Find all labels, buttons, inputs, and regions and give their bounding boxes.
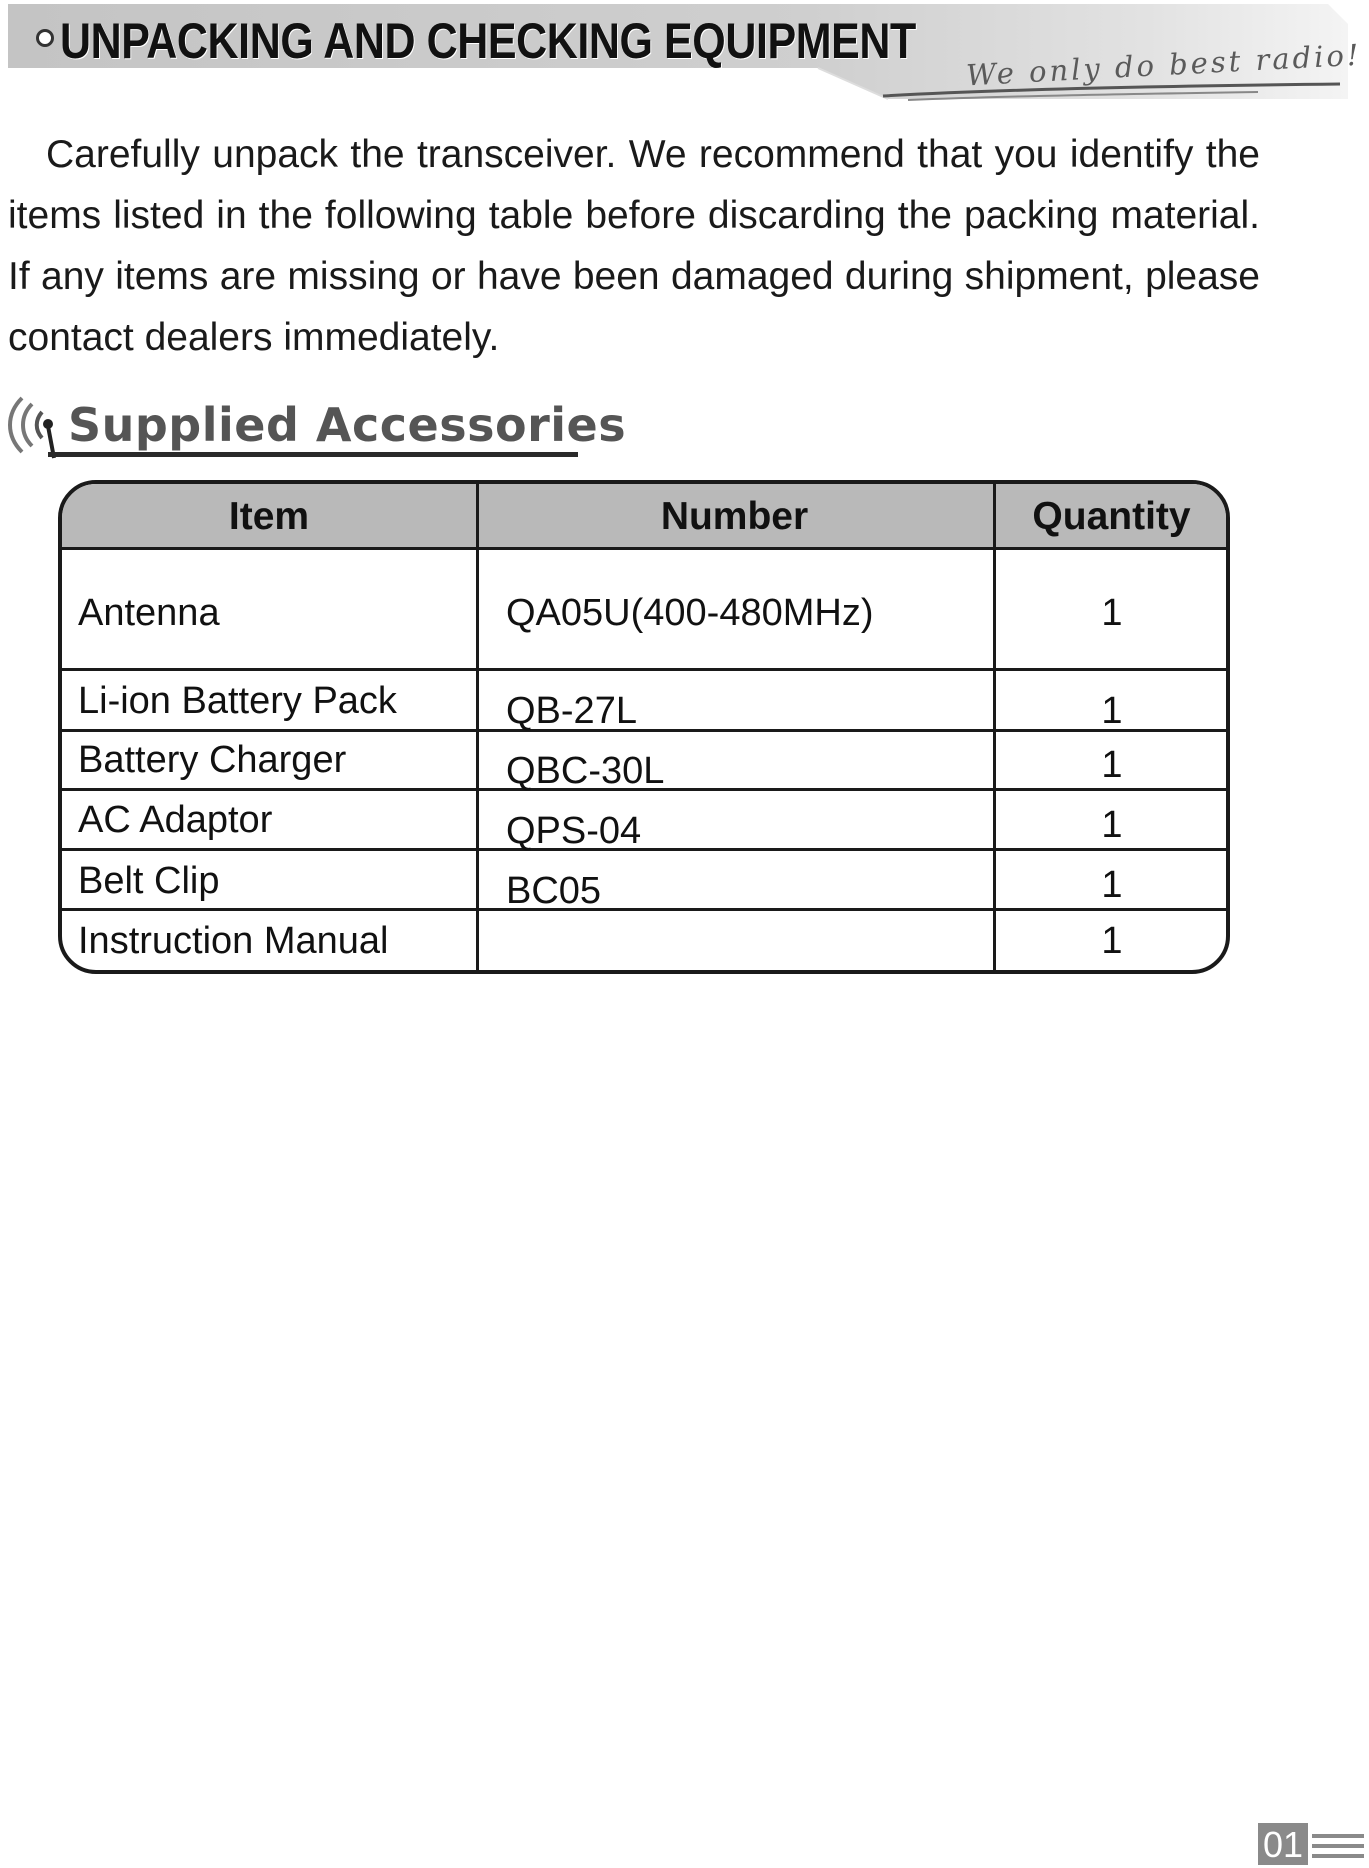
cell-number: QA05U(400-480MHz) bbox=[506, 592, 874, 634]
cell-number: BC05 bbox=[506, 870, 602, 912]
section-underline bbox=[48, 452, 578, 457]
cell-item: Belt Clip bbox=[78, 860, 220, 902]
header-bullet-icon bbox=[36, 29, 54, 47]
row-divider bbox=[62, 668, 1226, 671]
cell-item: Li-ion Battery Pack bbox=[78, 680, 397, 722]
column-header-quantity: Quantity bbox=[1032, 495, 1191, 538]
page-number-lines bbox=[1312, 1830, 1364, 1860]
page-title: UNPACKING AND CHECKING EQUIPMENT bbox=[60, 13, 916, 69]
cell-number: QBC-30L bbox=[506, 750, 665, 792]
accessories-table bbox=[58, 480, 1230, 974]
cell-quantity: 1 bbox=[1101, 592, 1123, 634]
column-divider bbox=[476, 484, 479, 970]
cell-quantity: 1 bbox=[1101, 920, 1123, 962]
cell-quantity: 1 bbox=[1101, 804, 1123, 846]
header-banner bbox=[8, 4, 1363, 104]
cell-item: Instruction Manual bbox=[78, 920, 389, 962]
cell-number: QPS-04 bbox=[506, 810, 642, 852]
table-header-row bbox=[62, 484, 1226, 550]
cell-quantity: 1 bbox=[1101, 690, 1123, 732]
cell-item: Antenna bbox=[78, 592, 220, 634]
cell-item: AC Adaptor bbox=[78, 799, 273, 841]
page-number-badge bbox=[1258, 1823, 1308, 1865]
section-heading bbox=[4, 392, 627, 462]
cell-quantity: 1 bbox=[1101, 864, 1123, 906]
page-number: 01 bbox=[1262, 1824, 1304, 1865]
row-divider bbox=[62, 848, 1226, 851]
row-divider bbox=[62, 908, 1226, 911]
cell-quantity: 1 bbox=[1101, 744, 1123, 786]
column-header-item: Item bbox=[228, 495, 310, 538]
intro-paragraph: Carefully unpack the transceiver. We recommend that you identify the items listed in the following table before discarding the packing material. If any items are missing or have been damaged during shipment, please contact dealers immediately. bbox=[8, 133, 1260, 359]
section-title: Supplied Accessories bbox=[68, 398, 627, 452]
cell-number: QB-27L bbox=[506, 690, 637, 732]
cell-item: Battery Charger bbox=[78, 739, 347, 781]
slogan: We only do best radio! bbox=[965, 37, 1363, 93]
column-header-number: Number bbox=[660, 495, 809, 538]
column-divider bbox=[993, 484, 996, 970]
